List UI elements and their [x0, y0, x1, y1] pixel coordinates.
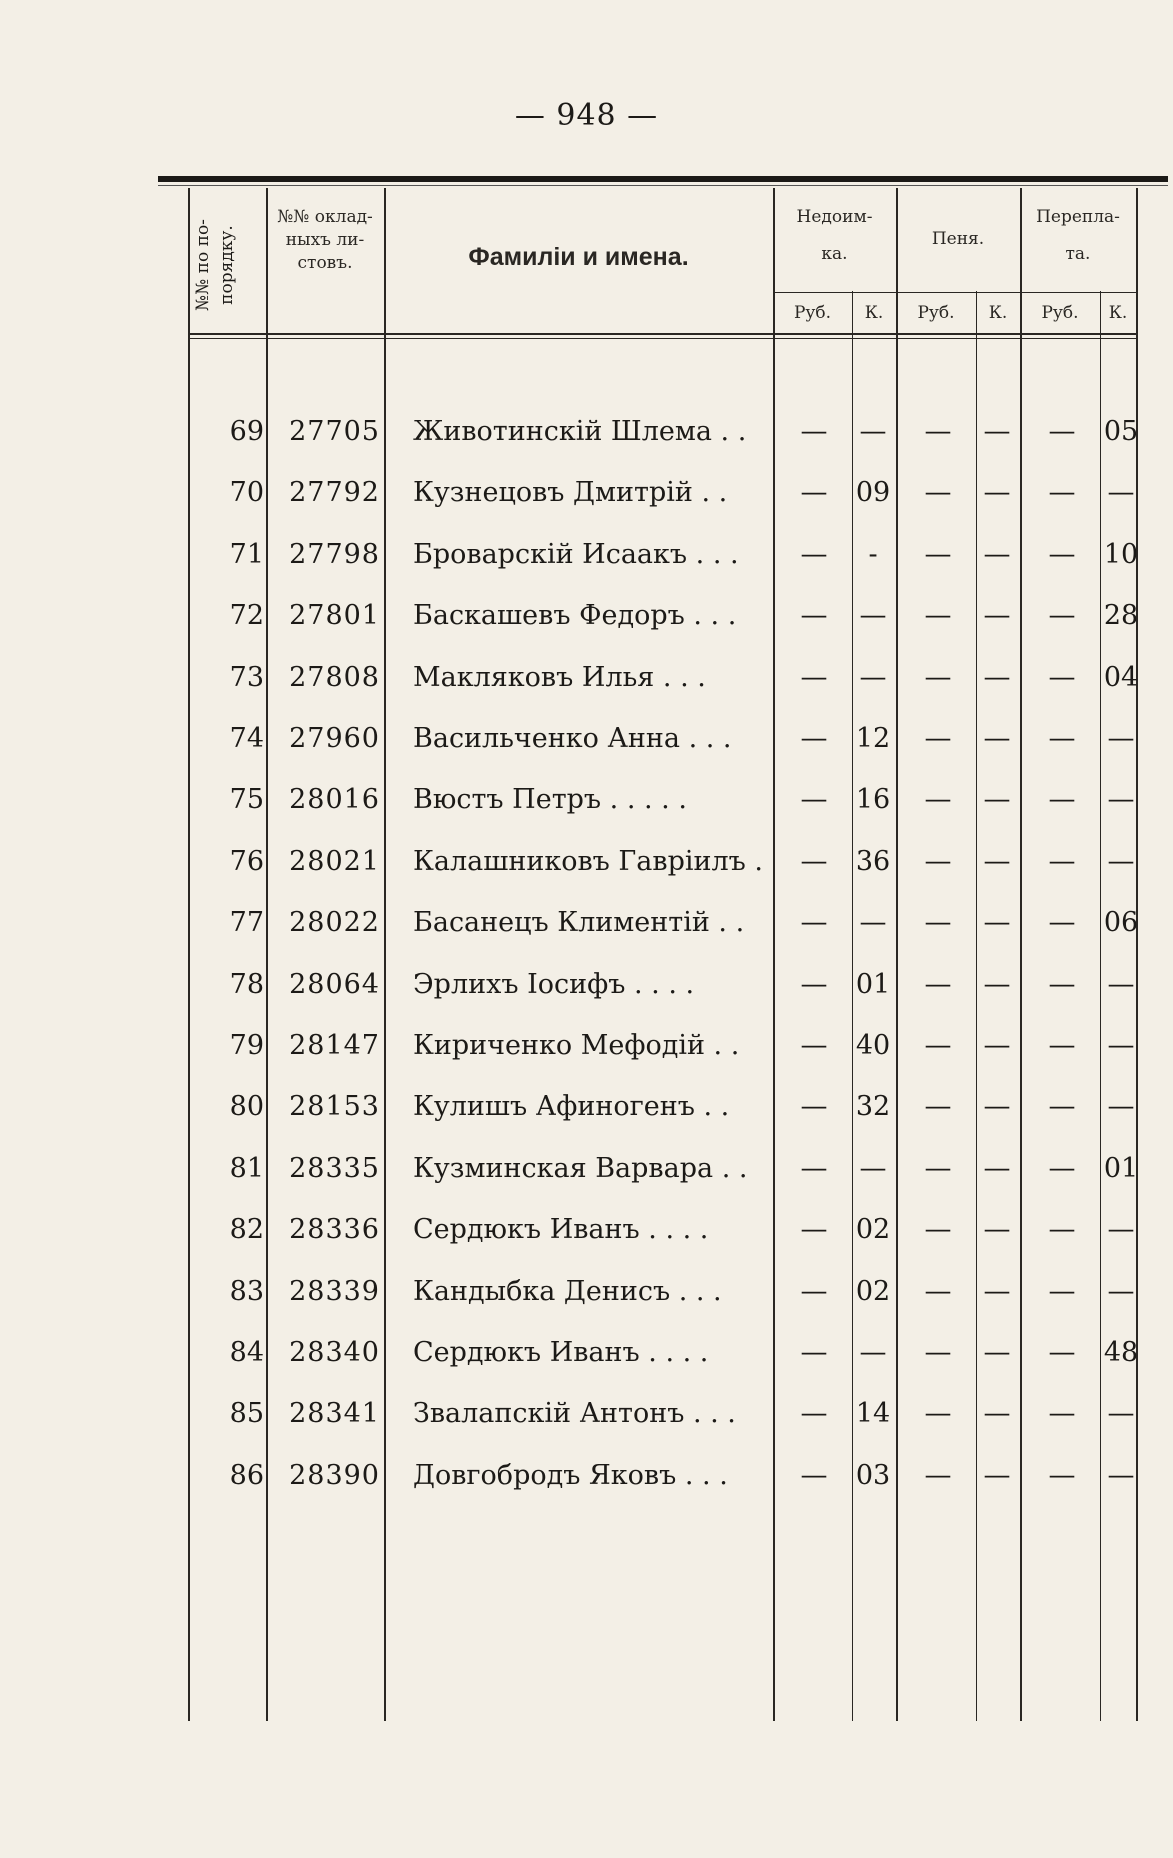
- table-row: [188, 586, 1138, 646]
- row-order-number: 74: [229, 723, 264, 754]
- ledger-table: [188, 176, 1138, 1721]
- row-name: Кириченко Мефодій . .: [413, 1030, 740, 1061]
- row-arrears-rub: —: [800, 1337, 828, 1368]
- header-penalty-kop: К.: [988, 303, 1008, 323]
- header-overpay: [1020, 206, 1136, 266]
- row-arrears-rub: —: [800, 1152, 828, 1184]
- row-overpay-kop: —: [1107, 1275, 1135, 1307]
- row-penalty-kop: —: [983, 1091, 1011, 1123]
- row-name: Васильченко Анна . . .: [413, 723, 732, 754]
- row-order-number: 85: [229, 1398, 264, 1430]
- row-overpay-rub: —: [1048, 1152, 1076, 1184]
- row-arrears-rub: —: [800, 1275, 828, 1307]
- row-overpay-kop: 10: [1103, 538, 1139, 570]
- top-rule: [158, 176, 1168, 182]
- row-overpay-kop: —: [1107, 784, 1135, 816]
- row-penalty-kop: —: [983, 968, 1011, 1000]
- row-arrears-kop: —: [859, 907, 887, 939]
- row-overpay-rub: —: [1048, 1398, 1076, 1430]
- row-penalty-rub: —: [924, 845, 952, 877]
- row-sheet-number: 27792: [289, 477, 380, 509]
- row-arrears-kop: 14: [855, 1398, 891, 1430]
- row-order-number: 73: [229, 661, 264, 693]
- row-penalty-rub: —: [924, 1275, 952, 1307]
- row-arrears-rub: —: [800, 1214, 828, 1246]
- row-order-number: 69: [229, 416, 264, 447]
- header-arrears-kop: К.: [864, 303, 884, 323]
- table-row: [188, 1446, 1138, 1506]
- top-rule-thin: [158, 185, 1168, 186]
- row-name: Баскашевъ Федоръ . . .: [413, 600, 737, 632]
- table-row: [188, 402, 1138, 462]
- row-sheet-number: 27798: [289, 538, 380, 570]
- row-overpay-rub: —: [1048, 1459, 1076, 1491]
- row-order-number: 75: [229, 784, 264, 816]
- row-penalty-kop: —: [983, 1030, 1011, 1061]
- row-arrears-rub: —: [800, 907, 828, 939]
- row-sheet-number: 28336: [289, 1214, 380, 1246]
- row-order-number: 80: [229, 1091, 264, 1123]
- header-order-line1: №№ по по-: [193, 219, 213, 311]
- row-penalty-rub: —: [924, 968, 952, 1000]
- row-overpay-kop: —: [1107, 1459, 1135, 1491]
- row-penalty-rub: —: [924, 1214, 952, 1246]
- row-overpay-kop: —: [1107, 1091, 1135, 1123]
- row-overpay-kop: 28: [1103, 600, 1139, 632]
- row-overpay-rub: —: [1048, 907, 1076, 939]
- row-overpay-rub: —: [1048, 538, 1076, 570]
- table-row: [188, 832, 1138, 892]
- page-number: — 948 —: [514, 98, 659, 133]
- row-sheet-number: 27960: [289, 723, 380, 754]
- row-overpay-rub: —: [1048, 600, 1076, 632]
- row-arrears-rub: —: [800, 661, 828, 693]
- row-overpay-kop: —: [1107, 1030, 1135, 1061]
- row-order-number: 79: [229, 1030, 264, 1061]
- row-arrears-kop: —: [859, 600, 887, 632]
- row-order-number: 83: [229, 1275, 264, 1307]
- table-row: [188, 1323, 1138, 1383]
- row-overpay-rub: —: [1048, 477, 1076, 509]
- row-arrears-kop: 03: [855, 1459, 891, 1491]
- row-penalty-kop: —: [983, 600, 1011, 632]
- row-arrears-kop: 02: [855, 1214, 891, 1246]
- row-overpay-kop: —: [1107, 723, 1135, 754]
- row-penalty-kop: —: [983, 723, 1011, 754]
- row-arrears-kop: 12: [855, 723, 891, 754]
- row-overpay-rub: —: [1048, 1030, 1076, 1061]
- row-penalty-kop: —: [983, 538, 1011, 570]
- row-sheet-number: 28016: [289, 784, 380, 816]
- row-overpay-kop: —: [1107, 1398, 1135, 1430]
- row-overpay-kop: 04: [1103, 661, 1139, 693]
- row-order-number: 72: [229, 600, 264, 632]
- row-arrears-kop: 01: [855, 968, 891, 1000]
- header-arrears-line2: ка.: [821, 243, 848, 264]
- row-arrears-kop: -: [868, 538, 878, 570]
- row-order-number: 76: [229, 845, 264, 877]
- row-name: Сердюкъ Иванъ . . . .: [413, 1337, 709, 1368]
- row-penalty-rub: —: [924, 538, 952, 570]
- row-name: Кузнецовъ Дмитрій . .: [413, 477, 728, 509]
- row-arrears-kop: 32: [855, 1091, 891, 1123]
- row-penalty-rub: —: [924, 1459, 952, 1491]
- row-penalty-kop: —: [983, 1459, 1011, 1491]
- row-overpay-kop: —: [1107, 968, 1135, 1000]
- table-row: [188, 1384, 1138, 1444]
- row-penalty-rub: —: [924, 600, 952, 632]
- row-penalty-kop: —: [983, 661, 1011, 693]
- table-row: [188, 709, 1138, 769]
- row-sheet-number: 28022: [289, 907, 380, 939]
- row-penalty-rub: —: [924, 416, 952, 447]
- row-order-number: 84: [229, 1337, 264, 1368]
- row-penalty-rub: —: [924, 1337, 952, 1368]
- row-overpay-rub: —: [1048, 661, 1076, 693]
- table-row: [188, 893, 1138, 953]
- table-row: [188, 955, 1138, 1015]
- row-arrears-kop: 40: [855, 1030, 891, 1061]
- row-penalty-rub: —: [924, 1091, 952, 1123]
- row-penalty-rub: —: [924, 1152, 952, 1184]
- row-arrears-rub: —: [800, 1091, 828, 1123]
- row-name: Эрлихъ Іосифъ . . . .: [413, 968, 695, 1000]
- row-arrears-rub: —: [800, 968, 828, 1000]
- row-arrears-rub: —: [800, 600, 828, 632]
- row-sheet-number: 28341: [289, 1398, 380, 1430]
- header-penalty-rub: Руб.: [917, 303, 955, 323]
- row-name: Вюстъ Петръ . . . . .: [413, 784, 687, 816]
- row-name: Довгобродъ Яковъ . . .: [413, 1459, 728, 1491]
- row-overpay-kop: 06: [1103, 907, 1139, 939]
- row-penalty-rub: —: [924, 477, 952, 509]
- row-arrears-kop: 16: [855, 784, 891, 816]
- row-order-number: 86: [229, 1459, 264, 1491]
- row-name: Макляковъ Илья . . .: [413, 661, 706, 693]
- row-name: Сердюкъ Иванъ . . . .: [413, 1214, 709, 1246]
- row-penalty-rub: —: [924, 1030, 952, 1061]
- row-name: Броварскій Исаакъ . . .: [413, 538, 739, 570]
- row-arrears-rub: —: [800, 845, 828, 877]
- row-overpay-rub: —: [1048, 968, 1076, 1000]
- row-penalty-kop: —: [983, 416, 1011, 447]
- row-sheet-number: 28021: [289, 845, 380, 877]
- row-arrears-kop: —: [859, 661, 887, 693]
- row-arrears-rub: —: [800, 538, 828, 570]
- row-name: Кулишъ Афиногенъ . .: [413, 1091, 730, 1123]
- table-row: [188, 463, 1138, 523]
- row-sheet-number: 28064: [289, 968, 380, 1000]
- row-overpay-kop: —: [1107, 845, 1135, 877]
- row-overpay-rub: —: [1048, 1091, 1076, 1123]
- row-arrears-rub: —: [800, 1398, 828, 1430]
- table-row: [188, 770, 1138, 830]
- row-arrears-kop: —: [859, 416, 887, 447]
- row-penalty-rub: —: [924, 1398, 952, 1430]
- header-penalty: Пеня.: [931, 229, 985, 249]
- row-arrears-kop: —: [859, 1337, 887, 1368]
- row-name: Басанецъ Климентій . .: [413, 907, 745, 939]
- row-overpay-kop: 01: [1103, 1152, 1139, 1184]
- row-sheet-number: 28339: [289, 1275, 380, 1307]
- row-order-number: 71: [229, 538, 264, 570]
- row-overpay-kop: 48: [1103, 1337, 1139, 1368]
- row-arrears-rub: —: [800, 784, 828, 816]
- row-sheet-number: 28340: [289, 1337, 380, 1368]
- row-penalty-kop: —: [983, 1275, 1011, 1307]
- row-arrears-kop: 02: [855, 1275, 891, 1307]
- row-penalty-kop: —: [983, 477, 1011, 509]
- row-penalty-rub: —: [924, 784, 952, 816]
- row-order-number: 81: [229, 1152, 264, 1184]
- header-overpay-line1: Перепла-: [1036, 207, 1120, 227]
- row-order-number: 78: [229, 968, 264, 1000]
- row-arrears-kop: 09: [855, 477, 891, 509]
- row-name: Калашниковъ Гавріилъ .: [413, 845, 764, 877]
- table-row: [188, 1016, 1138, 1076]
- row-arrears-rub: —: [800, 723, 828, 754]
- row-overpay-rub: —: [1048, 416, 1076, 447]
- row-name: Животинскій Шлема . .: [413, 416, 747, 447]
- table-row: [188, 525, 1138, 585]
- row-overpay-kop: 05: [1103, 416, 1139, 447]
- row-sheet-number: 28335: [289, 1152, 380, 1184]
- header-sheets: №№ оклад- ныхъ ли- стовъ.: [277, 207, 373, 273]
- row-penalty-kop: —: [983, 1337, 1011, 1368]
- row-arrears-rub: —: [800, 416, 828, 447]
- header-rule-thin: [188, 338, 1136, 339]
- row-sheet-number: 27808: [289, 661, 380, 693]
- row-arrears-kop: —: [859, 1152, 887, 1184]
- row-sheet-number: 27705: [289, 416, 380, 447]
- subheader-rule: [773, 292, 1136, 293]
- header-order-line2: порядку.: [216, 225, 237, 305]
- row-overpay-rub: —: [1048, 845, 1076, 877]
- row-name: Кузминская Варвара . .: [413, 1152, 748, 1184]
- header-overpay-kop: К.: [1108, 303, 1128, 323]
- row-overpay-rub: —: [1048, 784, 1076, 816]
- row-overpay-rub: —: [1048, 1214, 1076, 1246]
- row-penalty-kop: —: [983, 784, 1011, 816]
- row-sheet-number: 28147: [289, 1030, 380, 1061]
- header-overpay-rub: Руб.: [1041, 303, 1079, 323]
- row-overpay-rub: —: [1048, 1337, 1076, 1368]
- row-sheet-number: 28153: [289, 1091, 380, 1123]
- row-overpay-kop: —: [1107, 477, 1135, 509]
- header-arrears: [773, 206, 896, 266]
- row-sheet-number: 27801: [289, 600, 380, 632]
- header-arrears-line1: Недоим-: [796, 207, 873, 227]
- row-penalty-kop: —: [983, 1152, 1011, 1184]
- row-overpay-kop: —: [1107, 1214, 1135, 1246]
- row-penalty-rub: —: [924, 907, 952, 939]
- row-order-number: 82: [229, 1214, 264, 1246]
- row-penalty-kop: —: [983, 907, 1011, 939]
- table-row: [188, 1200, 1138, 1260]
- row-overpay-rub: —: [1048, 723, 1076, 754]
- row-arrears-rub: —: [800, 1459, 828, 1491]
- row-penalty-kop: —: [983, 845, 1011, 877]
- row-penalty-kop: —: [983, 1398, 1011, 1430]
- row-penalty-kop: —: [983, 1214, 1011, 1246]
- table-row: [188, 1262, 1138, 1322]
- row-name: Кандыбка Денисъ . . .: [413, 1275, 722, 1307]
- header-rule: [188, 333, 1136, 335]
- row-arrears-rub: —: [800, 1030, 828, 1061]
- header-names: Фамиліи и имена.: [468, 243, 689, 271]
- row-name: Звалапскій Антонъ . . .: [413, 1398, 736, 1430]
- header-arrears-rub: Руб.: [793, 303, 832, 323]
- row-arrears-kop: 36: [855, 845, 891, 877]
- table-row: [188, 648, 1138, 708]
- header-overpay-line2: та.: [1065, 243, 1091, 264]
- row-order-number: 77: [229, 907, 264, 939]
- row-penalty-rub: —: [924, 723, 952, 754]
- table-row: [188, 1077, 1138, 1137]
- table-row: [188, 1139, 1138, 1199]
- row-arrears-rub: —: [800, 477, 828, 509]
- header-order-number: [192, 180, 262, 350]
- row-sheet-number: 28390: [289, 1459, 380, 1491]
- row-overpay-rub: —: [1048, 1275, 1076, 1307]
- row-penalty-rub: —: [924, 661, 952, 693]
- row-order-number: 70: [229, 477, 264, 509]
